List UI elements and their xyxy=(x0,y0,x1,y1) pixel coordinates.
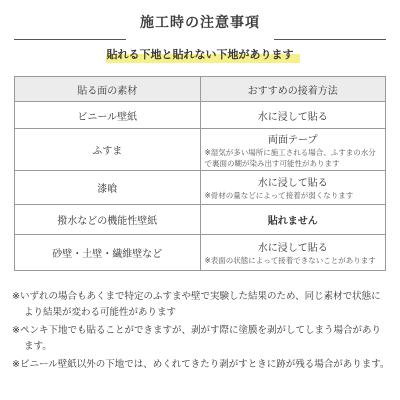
footnotes xyxy=(12,289,390,375)
method-cell xyxy=(200,129,386,171)
material-cell: 撥水などの機能性壁紙 xyxy=(15,205,201,235)
table-row xyxy=(15,129,386,171)
method-cell xyxy=(200,171,386,205)
material-cell: 漆喰 xyxy=(15,171,201,205)
material-cell: ふすま xyxy=(15,129,201,171)
title-section xyxy=(0,6,400,36)
footnote: ※ペンキ下地でも貼ることができますが、剥がす際に塗膜を剥がしてしまう場合があります。 xyxy=(12,325,381,352)
method-cell xyxy=(200,235,386,271)
column-header-material: 貼る面の素材 xyxy=(15,77,201,102)
column-header-method: おすすめの接着方法 xyxy=(200,77,386,102)
material-cell: ビニール壁紙 xyxy=(15,102,201,129)
method-cell xyxy=(200,102,386,129)
subtitle: 貼れる下地と貼れない下地があります xyxy=(106,48,294,61)
method-note: ※湿気が多い場所に施工される場合、ふすまの水分で裏面の糊が染み出す可能性があります xyxy=(204,147,376,168)
method-text: 両面テープ xyxy=(268,134,318,146)
table-row xyxy=(15,235,386,271)
title-divider-left xyxy=(14,39,126,40)
footnote: ※ビニール壁紙以外の下地では、めくれてきたり剥がすときに跡が残る場合があります。 xyxy=(12,359,390,370)
table-row xyxy=(15,102,386,129)
adhesion-table xyxy=(14,76,386,271)
method-text: 水に浸して貼る xyxy=(257,243,328,254)
method-note: ※骨材の量などによって接着が弱くなります xyxy=(204,191,354,200)
method-text: 水に浸して貼る xyxy=(257,111,328,123)
table-row xyxy=(15,171,386,205)
method-note: ※表面の状態によって接着できないことがあります xyxy=(204,256,376,265)
page-title: 施工時の注意事項 xyxy=(140,15,260,31)
material-cell: 砂壁・土壁・繊維壁など xyxy=(15,235,201,271)
subtitle-section xyxy=(100,44,300,64)
method-text: 水に浸して貼る xyxy=(257,178,328,189)
footnote: ※いずれの場合もあくまで特定のふすまや壁で実験した結果のため、同じ素材で状態により結果が変わる可能性があります xyxy=(12,291,381,318)
table-row xyxy=(15,205,386,235)
title-divider-right xyxy=(274,39,386,40)
method-text: 貼れません xyxy=(267,216,318,227)
table-header-row xyxy=(15,77,386,102)
method-cell xyxy=(200,205,386,235)
